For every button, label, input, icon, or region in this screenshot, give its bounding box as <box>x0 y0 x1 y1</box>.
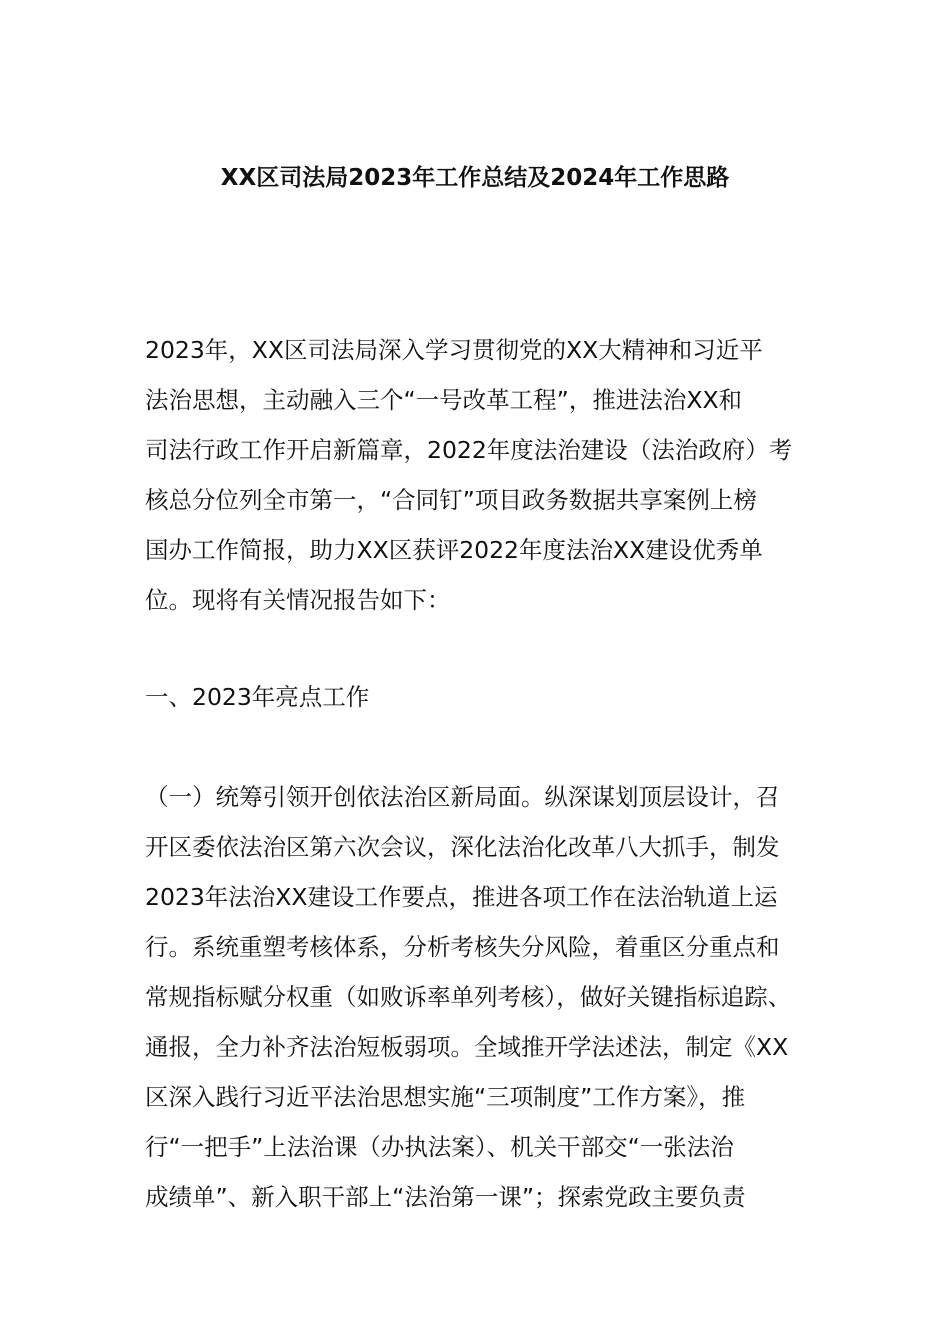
intro-line: 位。现将有关情况报告如下： <box>145 586 451 614</box>
intro-line: 司法行政工作开启新篇章，2022年度法治建设（法治政府）考 <box>145 436 793 464</box>
intro-line: 2023年，XX区司法局深入学习贯彻党的XX大精神和习近平 <box>145 336 763 364</box>
section-heading <box>145 672 810 722</box>
section-1-line: 行。系统重塑考核体系，分析考核失分风险，着重区分重点和 <box>145 933 780 961</box>
section-1-paragraph <box>145 772 810 1222</box>
intro-line: 国办工作简报，助力XX区获评2022年度法治XX建设优秀单 <box>145 536 763 564</box>
section-1-line: 区深入践行习近平法治思想实施“三项制度”工作方案》，推 <box>145 1083 746 1111</box>
section-1-line: 2023年法治XX建设工作要点，推进各项工作在法治轨道上运 <box>145 883 778 911</box>
document-title: XX区司法局2023年工作总结及2024年工作思路 <box>220 165 730 191</box>
section-1-line: 行“一把手”上法治课（办执法案）、机关干部交“一张法治 <box>145 1133 734 1161</box>
intro-paragraph <box>145 325 810 625</box>
intro-line: 核总分位列全市第一，“合同钉”项目政务数据共享案例上榜 <box>145 486 757 514</box>
section-1-line: 成绩单”、新入职干部上“法治第一课”；探索党政主要负责 <box>145 1183 746 1211</box>
section-1-line: 开区委依法治区第六次会议，深化法治化改革八大抓手，制发 <box>145 833 780 861</box>
section-1-line: 常规指标赋分权重（如败诉率单列考核），做好关键指标追踪、 <box>145 983 792 1011</box>
section-heading-text: 一、2023年亮点工作 <box>145 683 370 711</box>
section-1-line: 通报，全力补齐法治短板弱项。全域推开学法述法，制定《XX <box>145 1033 789 1061</box>
section-1-line: （一）统筹引领开创依法治区新局面。纵深谋划顶层设计，召 <box>145 783 780 811</box>
intro-line: 法治思想，主动融入三个“一号改革工程”，推进法治XX和 <box>145 386 743 414</box>
